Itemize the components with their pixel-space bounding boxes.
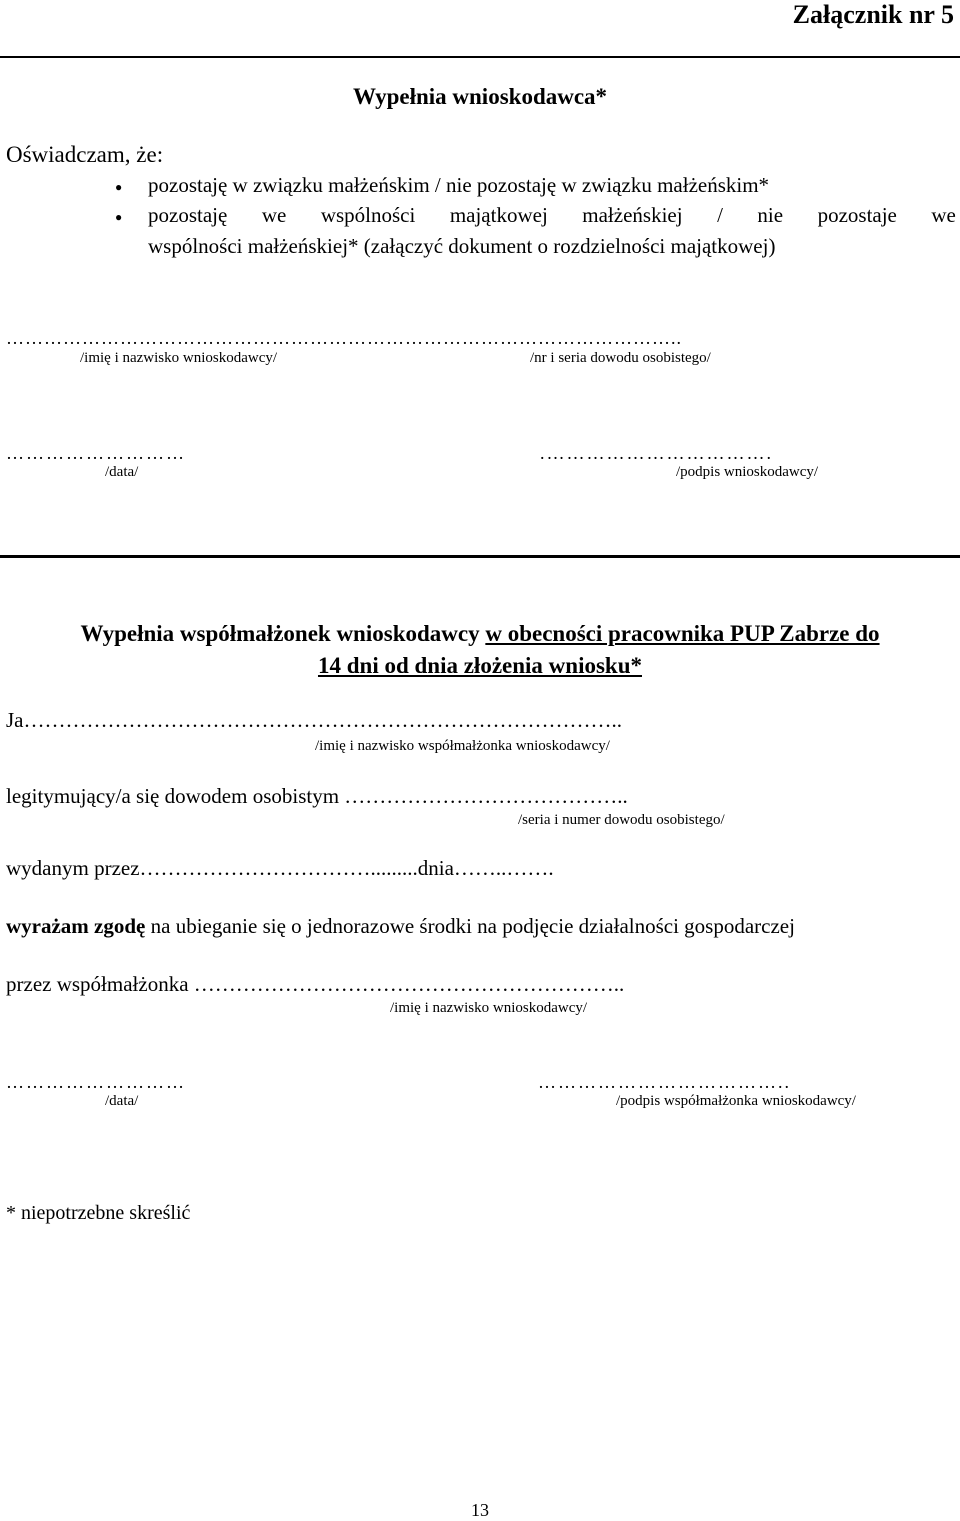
word: we <box>261 203 287 227</box>
word: małżeńskiej <box>582 203 683 227</box>
word: pozostaję <box>148 203 228 227</box>
section1-heading: Wypełnia wnioskodawca* <box>352 84 608 109</box>
word: we <box>931 203 956 227</box>
caption-applicant-name-2: /imię i nazwisko wnioskodawcy/ <box>390 1000 588 1016</box>
bullet-icon: ● <box>115 180 123 194</box>
property-status-item-line1 <box>148 203 956 228</box>
heading-underlined: w obecności pracownika PUP Zabrze do <box>485 621 880 646</box>
bullet-icon: ● <box>115 210 123 224</box>
by-spouse-line: przez współmałżonka …………………………………………………….. <box>6 972 625 996</box>
word: majątkowej <box>449 203 548 227</box>
heading-plain: Wypełnia współmałżonek wnioskodawcy <box>80 621 486 646</box>
heading-underlined: 14 dni od dnia złożenia wniosku* <box>317 653 642 678</box>
word: wspólności <box>320 203 416 227</box>
marital-status-item: pozostaję w związku małżeńskim / nie pozostaję w związku małżeńskim* <box>148 173 770 197</box>
issued-by-line: wydanym przez…………………………….........dnia……..……. <box>6 856 554 880</box>
declaration-intro: Oświadczam, że: <box>6 142 164 167</box>
word: nie <box>757 203 784 227</box>
caption-spouse-signature: /podpis współmałżonka wnioskodawcy/ <box>616 1093 856 1109</box>
consent-statement <box>6 914 795 939</box>
caption-spouse-name: /imię i nazwisko współmałżonka wnioskodawcy/ <box>315 738 610 754</box>
signature-fill-line: .……………………………. <box>540 443 773 463</box>
caption-id-series: /seria i numer dowodu osobistego/ <box>518 812 725 828</box>
date-fill-line: ……………………… <box>6 443 186 463</box>
page-number: 13 <box>471 1500 489 1520</box>
top-divider <box>0 56 960 58</box>
id-document-line: legitymujący/a się dowodem osobistym ………………………………….. <box>6 784 628 808</box>
caption-date: /data/ <box>105 464 139 480</box>
consent-bold: wyrażam zgodę <box>6 914 146 938</box>
word: / <box>717 203 723 227</box>
spouse-name-line: Ja………………………………………………………………………….. <box>6 708 622 732</box>
property-status-item-line2: wspólności małżeńskiej* (załączyć dokument o rozdzielności majątkowej) <box>148 234 776 258</box>
footnote: * niepotrzebne skreślić <box>6 1202 191 1224</box>
caption-id-number: /nr i seria dowodu osobistego/ <box>530 350 711 366</box>
consent-rest: na ubieganie się o jednorazowe środki na podjęcie działalności gospodarczej <box>145 914 795 938</box>
section-divider <box>0 555 960 558</box>
caption-applicant-name: /imię i nazwisko wnioskodawcy/ <box>80 350 278 366</box>
date-fill-line-2: ……………………… <box>6 1072 186 1092</box>
section2-heading <box>0 618 960 682</box>
name-id-fill-line: …………………………………………………………………………………………….. <box>6 328 682 348</box>
signature-fill-line-2: ……………………………….. <box>538 1072 791 1092</box>
caption-date-2: /data/ <box>105 1093 139 1109</box>
caption-applicant-signature: /podpis wnioskodawcy/ <box>676 464 819 480</box>
annex-title: Załącznik nr 5 <box>792 0 954 29</box>
word: pozostaje <box>817 203 897 227</box>
